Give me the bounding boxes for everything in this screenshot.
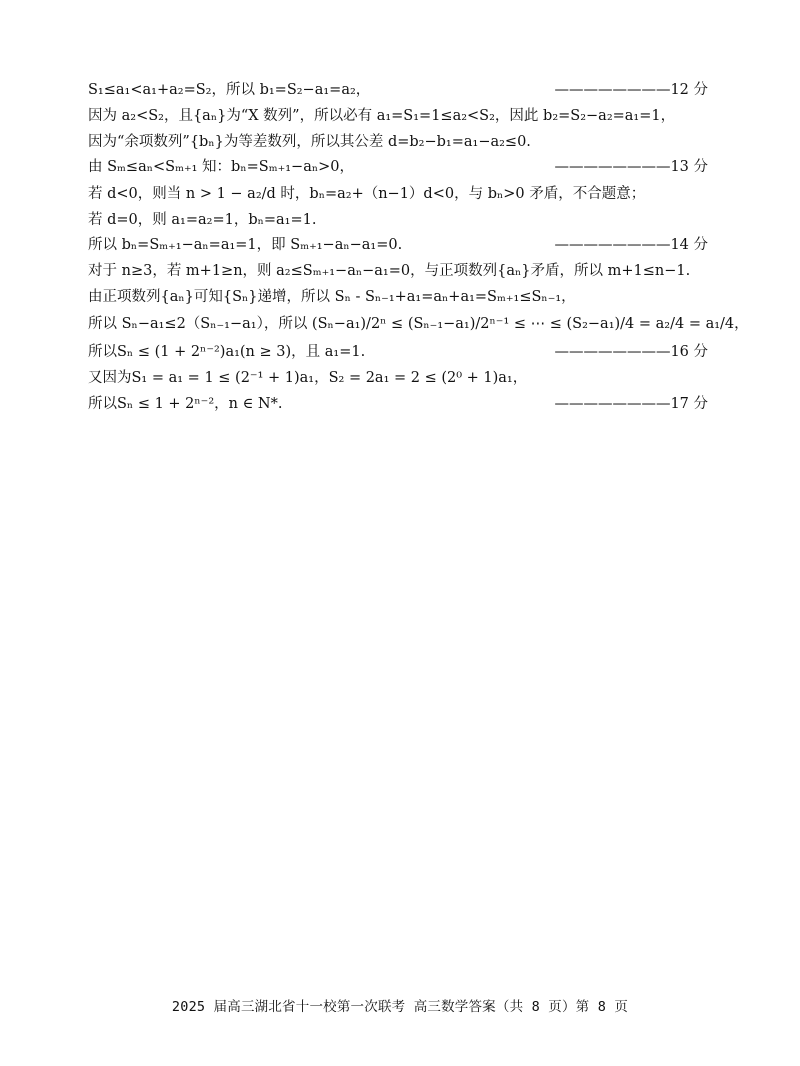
solution-line-5 bbox=[88, 182, 708, 206]
solution-text-10: 所以 Sₙ−a₁≤2（Sₙ₋₁−a₁），所以 (Sₙ−a₁)/2ⁿ ≤ (Sₙ₋₁−a₁)/2ⁿ⁻¹ ≤ ⋯ ≤ (S₂−a₁)/4 = a₂/4 = a₁/4， bbox=[88, 316, 749, 332]
solution-line-12 bbox=[88, 366, 708, 390]
solution-line-6 bbox=[88, 208, 708, 232]
solution-line-2 bbox=[88, 104, 708, 128]
solution-text-1: S₁≤a₁<a₁+a₂=S₂，所以 b₁=S₂−a₁=a₂， bbox=[88, 82, 371, 98]
solution-text-11: 所以Sₙ ≤ (1 + 2ⁿ⁻²)a₁(n ≥ 3)，且 a₁=1. bbox=[88, 344, 366, 360]
solution-text-2: 因为 a₂<S₂，且{aₙ}为“X 数列”，所以必有 a₁=S₁=1≤a₂<S₂，因此 b₂=S₂−a₂=a₁=1， bbox=[88, 108, 676, 124]
score-mark-17: ————————17 分 bbox=[554, 396, 708, 412]
solution-line-11 bbox=[88, 340, 708, 364]
solution-text-9: 由正项数列{aₙ}可知{Sₙ}递增，所以 Sₙ - Sₙ₋₁+a₁=aₙ+a₁=Sₘ₊₁≤Sₙ₋₁， bbox=[88, 289, 576, 305]
score-mark-13: ————————13 分 bbox=[554, 159, 708, 175]
page-footer: 2025 届高三湖北省十一校第一次联考 高三数学答案（共 8 页）第 8 页 bbox=[171, 999, 629, 1015]
score-mark-12: ————————12 分 bbox=[554, 82, 708, 98]
solution-line-1 bbox=[88, 78, 708, 102]
solution-text-7: 所以 bₙ=Sₘ₊₁−aₙ=a₁=1，即 Sₘ₊₁−aₙ−a₁=0. bbox=[88, 237, 403, 253]
solution-text-6: 若 d=0，则 a₁=a₂=1，bₙ=a₁=1. bbox=[88, 212, 317, 228]
solution-line-9 bbox=[88, 285, 708, 309]
solution-text-5: 若 d<0，则当 n > 1 − a₂/d 时，bₙ=a₂+（n−1）d<0，与 bₙ>0 矛盾，不合题意； bbox=[88, 186, 646, 202]
score-mark-14: ————————14 分 bbox=[554, 237, 708, 253]
solution-text-3: 因为“余项数列”{bₙ}为等差数列，所以其公差 d=b₂−b₁=a₁−a₂≤0. bbox=[88, 134, 531, 150]
solution-text-12: 又因为S₁ = a₁ = 1 ≤ (2⁻¹ + 1)a₁，S₂ = 2a₁ = 2 ≤ (2⁰ + 1)a₁， bbox=[88, 370, 528, 386]
score-mark-16: ————————16 分 bbox=[554, 344, 708, 360]
solution-text-4: 由 Sₘ≤aₙ<Sₘ₊₁ 知：bₙ=Sₘ₊₁−aₙ>0， bbox=[88, 159, 354, 175]
solution-line-4 bbox=[88, 155, 708, 179]
solution-line-7 bbox=[88, 233, 708, 257]
solution-line-3 bbox=[88, 130, 708, 154]
solution-line-13 bbox=[88, 392, 708, 416]
solution-line-8 bbox=[88, 259, 708, 283]
solution-line-10 bbox=[88, 312, 749, 336]
solution-text-8: 对于 n≥3，若 m+1≥n，则 a₂≤Sₘ₊₁−aₙ−a₁=0，与正项数列{aₙ}矛盾，所以 m+1≤n−1. bbox=[88, 263, 691, 279]
solution-text-13: 所以Sₙ ≤ 1 + 2ⁿ⁻²，n ∈ N*. bbox=[88, 396, 283, 412]
